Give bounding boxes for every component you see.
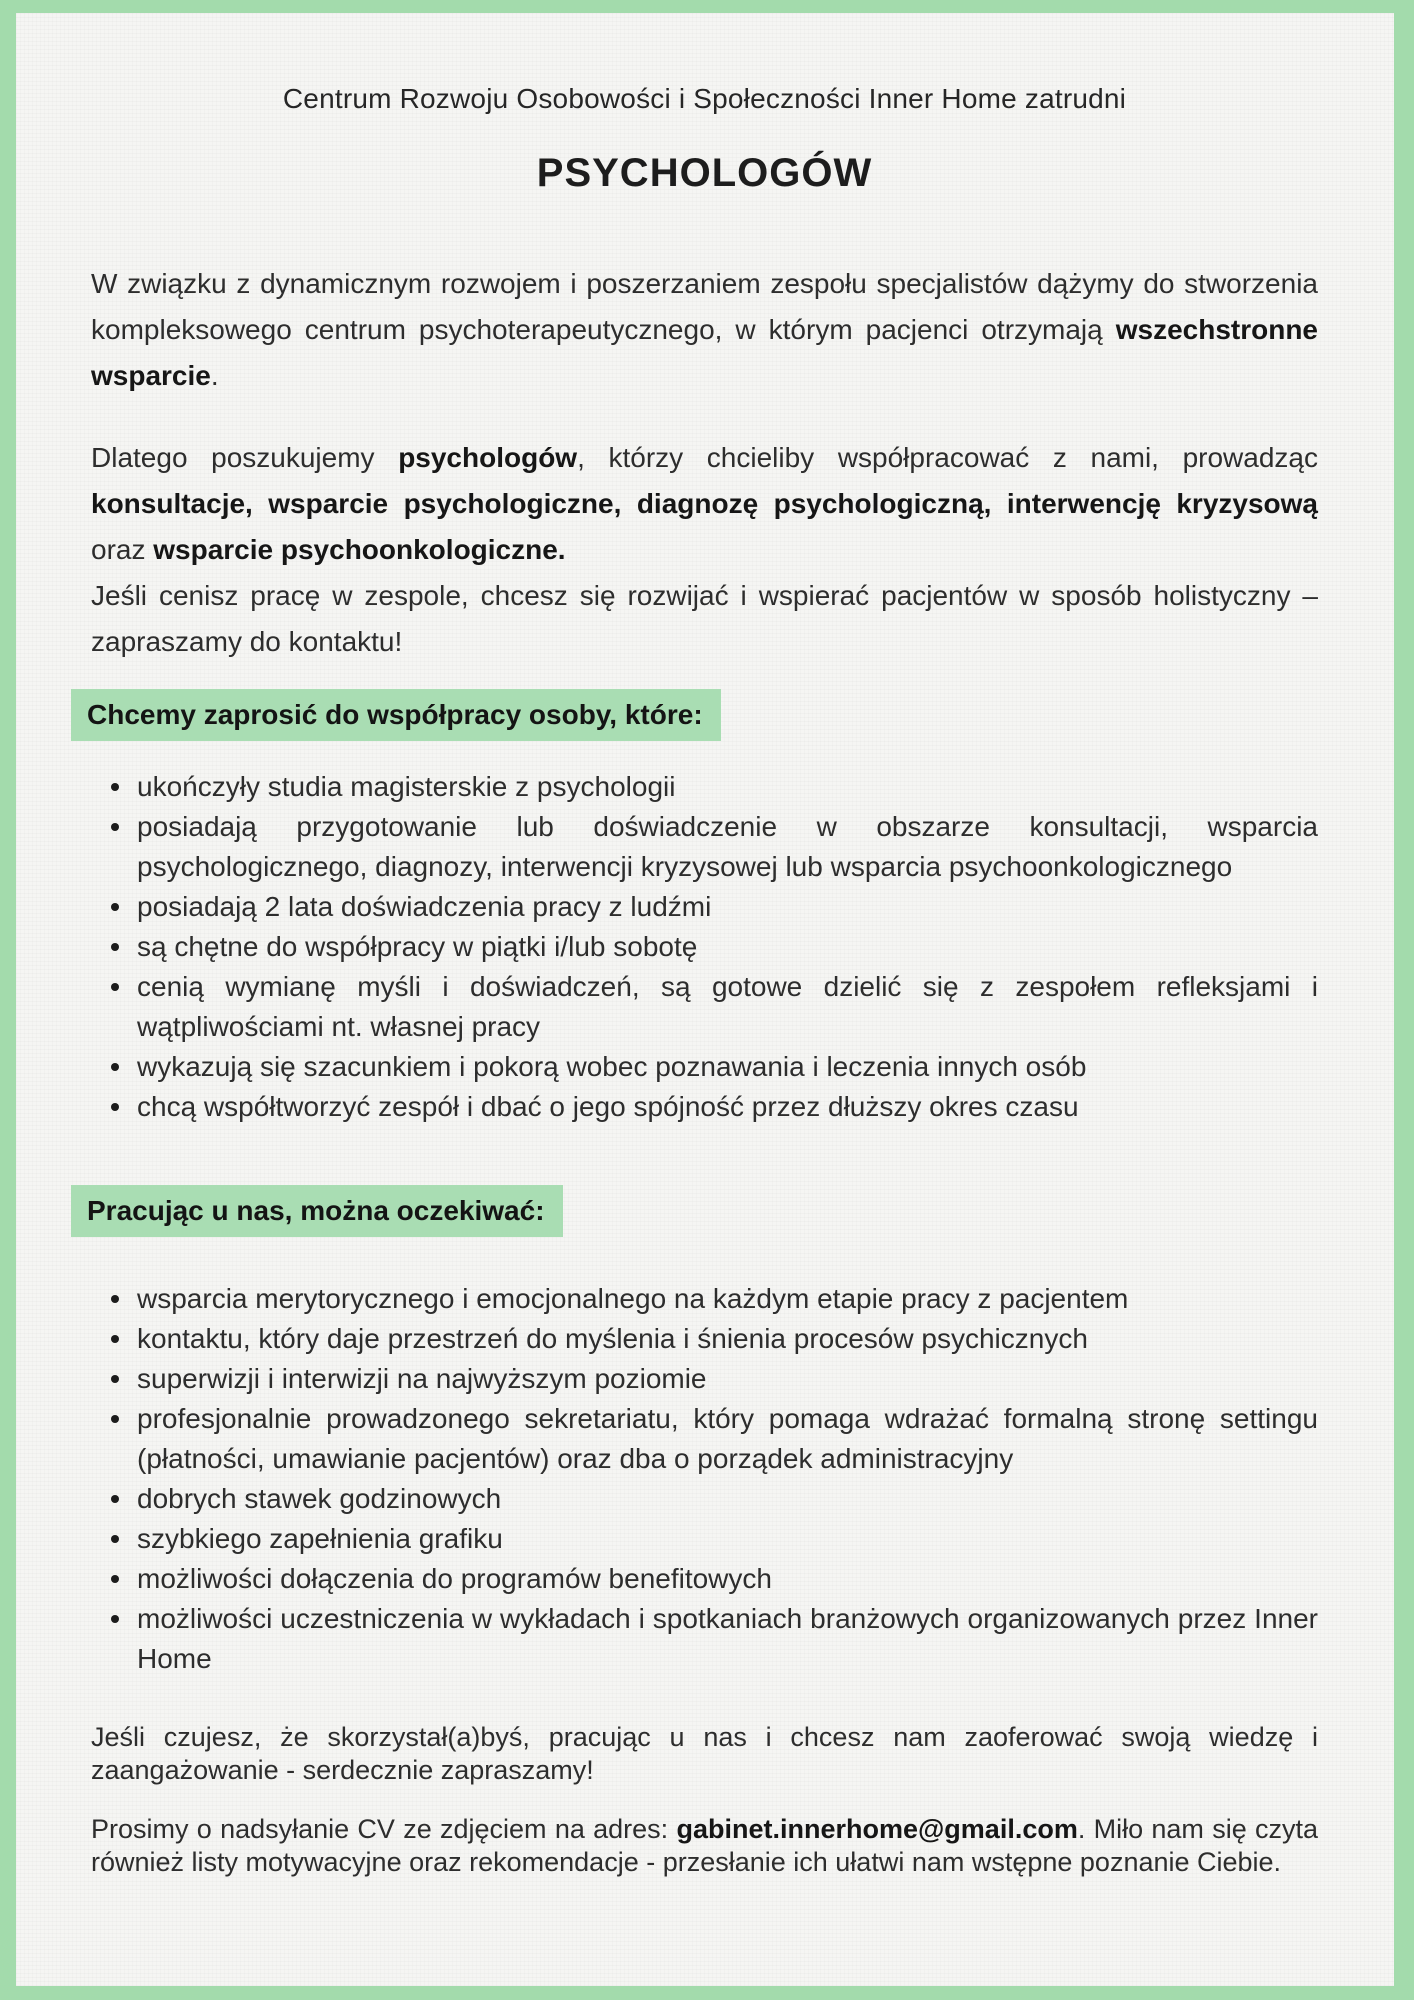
list-item-text: możliwości uczestniczenia w wykładach i spotkaniach branżowych organizowanych przez Inner Home [137, 1603, 1318, 1674]
bullet-icon [111, 1535, 119, 1543]
page-title: PSYCHOLOGÓW [536, 151, 873, 195]
list-item-text: posiadają 2 lata doświadczenia pracy z ludźmi [137, 891, 712, 922]
bullet-icon [111, 943, 119, 951]
bullet-icon [111, 1575, 119, 1583]
text-segment: Dlatego poszukujemy [91, 442, 399, 473]
list-item [91, 967, 1318, 1047]
benefits-list [91, 1279, 1318, 1679]
list-item [91, 1479, 1318, 1519]
list-item-text: cenią wymianę myśli i doświadczeń, są gotowe dzielić się z zespołem refleksjami i wątpliwościami nt. własnej pracy [137, 971, 1318, 1042]
list-item [91, 1319, 1318, 1359]
list-item [91, 1399, 1318, 1479]
list-item [91, 1047, 1318, 1087]
intro-paragraph-3: Jeśli cenisz pracę w zespole, chcesz się rozwijać i wspierać pacjentów w sposób holistyczny – zapraszamy do kontaktu! [91, 580, 1318, 657]
list-item [91, 1559, 1318, 1599]
list-item-text: superwizji i interwizji na najwyższym poziomie [137, 1363, 707, 1394]
list-item [91, 767, 1318, 807]
text-segment: W związku z dynamicznym rozwojem i poszerzaniem zespołu specjalistów dążymy do stworzenia kompleksowego centrum psychoterapeutycznego, w którym pacjenci otrzymają [91, 268, 1318, 345]
list-item [91, 1087, 1318, 1127]
text-segment-bold: konsultacje, wsparcie psychologiczne, diagnozę psychologiczną, interwencję kryzysową [91, 488, 1318, 519]
bullet-icon [111, 1335, 119, 1343]
list-item-text: posiadają przygotowanie lub doświadczenie w obszarze konsultacji, wsparcia psychologicznego, diagnozy, interwencji kryzysowej lub wsparcia psychoonkologicznego [137, 811, 1318, 882]
list-item-text: wsparcia merytorycznego i emocjonalnego na każdym etapie pracy z pacjentem [137, 1283, 1129, 1314]
text-segment: . Miło nam się czyta również listy motywacyjne oraz rekomendacje - przesłanie ich ułatwi nam wstępne poznanie Ciebie. [91, 1814, 1318, 1877]
bullet-icon [111, 1415, 119, 1423]
bullet-icon [111, 1295, 119, 1303]
text-segment: oraz [91, 534, 154, 565]
page [16, 13, 1394, 1986]
list-item [91, 1599, 1318, 1679]
bullet-icon [111, 1375, 119, 1383]
list-item-text: chcą współtworzyć zespół i dbać o jego spójność przez dłuższy okres czasu [137, 1091, 1079, 1122]
intro-paragraph-1 [91, 261, 1318, 399]
list-item-text: kontaktu, który daje przestrzeń do myślenia i śnienia procesów psychicznych [137, 1323, 1088, 1354]
list-item-text: profesjonalnie prowadzonego sekretariatu, który pomaga wdrażać formalną stronę settingu (płatności, umawianie pacjentów) oraz dba o porządek administracyjny [137, 1403, 1318, 1474]
employer-line: Centrum Rozwoju Osobowości i Społeczności Inner Home zatrudni [282, 83, 1127, 114]
section-heading-benefits: Pracując u nas, można oczekiwać: [71, 1185, 563, 1237]
bullet-icon [111, 1615, 119, 1623]
list-item-text: wykazują się szacunkiem i pokorą wobec poznawania i leczenia innych osób [137, 1051, 1087, 1082]
list-item [91, 927, 1318, 967]
list-item-text: szybkiego zapełnienia grafiku [137, 1523, 503, 1554]
list-item [91, 887, 1318, 927]
text-segment-bold: wsparcie psychoonkologiczne. [153, 534, 566, 565]
bullet-icon [111, 1495, 119, 1503]
list-item [91, 1519, 1318, 1559]
text-segment-bold: psychologów [398, 442, 578, 473]
list-item [91, 1279, 1318, 1319]
bullet-icon [111, 823, 119, 831]
requirements-list [91, 767, 1318, 1127]
bullet-icon [111, 903, 119, 911]
outro-paragraph-1: Jeśli czujesz, że skorzystał(a)byś, pracując u nas i chcesz nam zaoferować swoją wiedzę i zaangażowanie - serdecznie zapraszamy! [91, 1722, 1318, 1785]
bullet-icon [111, 1103, 119, 1111]
text-segment: Prosimy o nadsyłanie CV ze zdjęciem na adres: [91, 1814, 677, 1844]
text-segment: . [210, 360, 219, 391]
list-item [91, 807, 1318, 887]
outro-paragraph-2 [91, 1813, 1318, 1879]
bullet-icon [111, 983, 119, 991]
text-segment-bold: wszechstronne wsparcie [91, 314, 1318, 391]
list-item-text: możliwości dołączenia do programów benefitowych [137, 1563, 772, 1594]
bullet-icon [111, 783, 119, 791]
section-heading-requirements: Chcemy zaprosić do współpracy osoby, które: [71, 689, 721, 741]
list-item-text: dobrych stawek godzinowych [137, 1483, 502, 1514]
list-item [91, 1359, 1318, 1399]
email-address: gabinet.innerhome@gmail.com [676, 1814, 1078, 1844]
text-segment: , którzy chcieliby współpracować z nami, prowadząc [577, 442, 1318, 473]
list-item-text: ukończyły studia magisterskie z psychologii [137, 771, 676, 802]
list-item-text: są chętne do współpracy w piątki i/lub sobotę [137, 931, 698, 962]
intro-paragraph-2 [91, 435, 1318, 573]
bullet-icon [111, 1063, 119, 1071]
